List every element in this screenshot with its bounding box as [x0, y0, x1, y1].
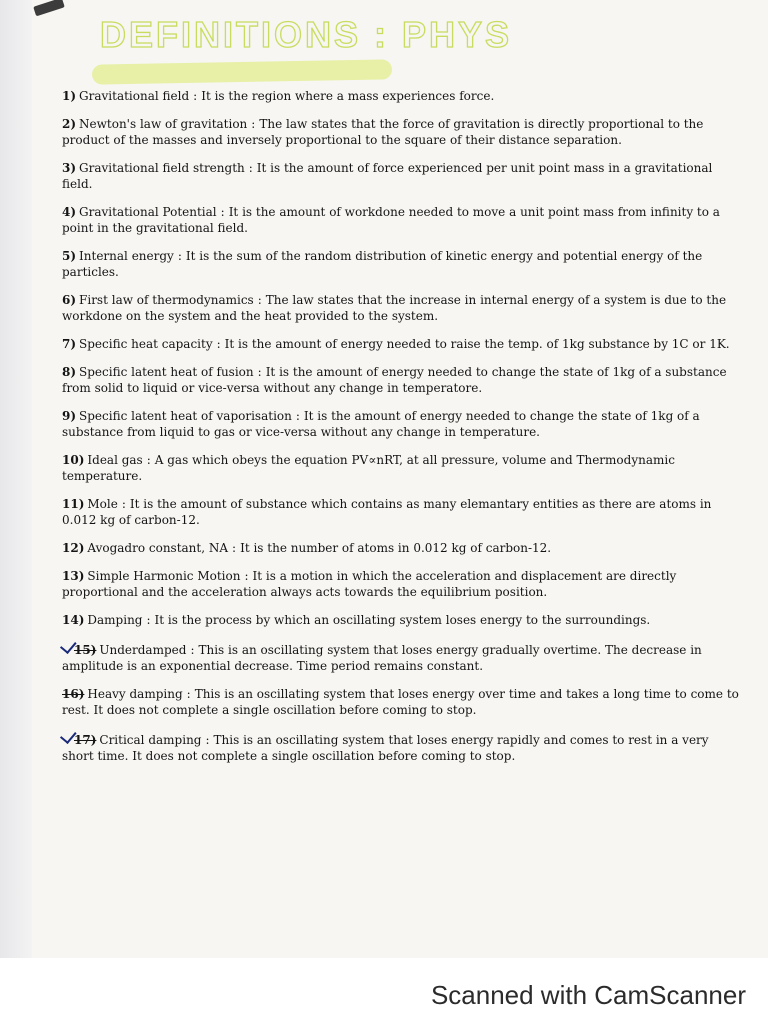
definition-number: 14)	[62, 613, 85, 627]
definition-item: 15) Underdamped : This is an oscillating system that loses energy gradually overtime. The decrease in amplitude is an exponential decrease. Time period remains constant.	[62, 640, 742, 674]
definition-term: Gravitational Potential	[79, 205, 217, 219]
camscanner-watermark: Scanned with CamScanner	[430, 980, 746, 1010]
definition-item: 4) Gravitational Potential : It is the amount of workdone needed to move a unit point mass from infinity to a point in the gravitational field.	[62, 205, 720, 235]
definition-item: 8) Specific latent heat of fusion : It is the amount of energy needed to change the state of 1kg of a substance from solid to liquid or vice-versa without any change in temperatore.	[62, 365, 727, 395]
definition-number: 4)	[62, 205, 77, 219]
definition-item: 9) Specific latent heat of vaporisation : It is the amount of energy needed to change the state of 1kg of a substance from liquid to gas or vice-versa without any change in temperature.	[62, 409, 700, 439]
definition-term: Underdamped	[99, 643, 187, 657]
definition-text: A gas which obeys the equation PV∝nRT, at all pressure, volume and Thermodynamic temperature.	[62, 453, 675, 483]
definition-text: The law states that the increase in internal energy of a system is due to the workdone on the system and the heat provided to the system.	[62, 293, 727, 323]
definition-text: It is a motion in which the acceleration and displacement are directly proportional and the acceleration always acts towards the equilibrium position.	[62, 569, 677, 599]
definition-term: Simple Harmonic Motion	[87, 569, 241, 583]
definition-term: Mole	[87, 497, 118, 511]
definition-text: This is an oscillating system that loses energy gradually overtime. The decrease in amplitude is an exponential decrease. Time period remains constant.	[62, 643, 702, 673]
definition-item: 1) Gravitational field : It is the region where a mass experiences force.	[62, 89, 495, 103]
definition-number: 5)	[62, 249, 77, 263]
definition-number: 11)	[62, 497, 85, 511]
definition-term: Specific heat capacity	[79, 337, 213, 351]
definition-text: It is the amount of energy needed to change the state of 1kg of a substance from liquid to gas or vice-versa without any change in temperature.	[62, 409, 700, 439]
definition-number: 12)	[62, 541, 85, 555]
definition-text: This is an oscillating system that loses energy over time and takes a long time to come to rest. It does not complete a single oscillation before coming to stop.	[62, 687, 739, 717]
definition-number: 15)	[74, 643, 97, 657]
definition-text: It is the region where a mass experiences force.	[201, 89, 495, 103]
definition-term: Gravitational field	[79, 89, 190, 103]
definition-item: 3) Gravitational field strength : It is the amount of force experienced per unit point mass in a gravitational field.	[62, 161, 713, 191]
definition-term: Heavy damping	[87, 687, 183, 701]
definition-text: It is the amount of energy needed to raise the temp. of 1kg substance by 1C or 1K.	[224, 337, 730, 351]
definition-item: 7) Specific heat capacity : It is the amount of energy needed to raise the temp. of 1kg substance by 1C or 1K.	[62, 337, 730, 351]
definition-item: 5) Internal energy : It is the sum of the random distribution of kinetic energy and potential energy of the particles.	[62, 249, 703, 279]
definition-number: 3)	[62, 161, 77, 175]
definition-term: Newton's law of gravitation	[79, 117, 248, 131]
definition-number: 7)	[62, 337, 77, 351]
definition-number: 2)	[62, 117, 77, 131]
definition-number: 17)	[74, 733, 97, 747]
definitions-list	[62, 88, 742, 776]
definition-term: Specific latent heat of fusion	[79, 365, 254, 379]
page-title: DEFINITIONS : PHYS	[100, 14, 513, 55]
definition-term: Specific latent heat of vaporisation	[79, 409, 292, 423]
definition-term: Gravitational field strength	[79, 161, 245, 175]
definition-item: 10) Ideal gas : A gas which obeys the equation PV∝nRT, at all pressure, volume and Thermodynamic temperature.	[62, 453, 675, 483]
definition-number: 10)	[62, 453, 85, 467]
definition-term: Damping	[87, 613, 143, 627]
definition-number: 8)	[62, 365, 77, 379]
definition-text: It is the amount of energy needed to change the state of 1kg of a substance from solid to liquid or vice-versa without any change in temperatore.	[62, 365, 727, 395]
definition-text: This is an oscillating system that loses energy rapidly and comes to rest in a very short time. It does not complete a single oscillation before coming to stop.	[62, 733, 709, 763]
definition-item: 13) Simple Harmonic Motion : It is a motion in which the acceleration and displacement are directly proportional and the acceleration always acts towards the equilibrium position.	[62, 569, 677, 599]
definition-term: Avogadro constant, NA	[87, 541, 229, 555]
definition-text: It is the process by which an oscillating system loses energy to the surroundings.	[154, 613, 651, 627]
definition-number: 6)	[62, 293, 77, 307]
definition-item: 12) Avogadro constant, NA : It is the number of atoms in 0.012 kg of carbon-12.	[62, 541, 552, 555]
definition-text: It is the sum of the random distribution of kinetic energy and potential energy of the particles.	[62, 249, 703, 279]
definition-text: The law states that the force of gravitation is directly proportional to the product of the masses and inversely proportional to the square of their distance separation.	[62, 117, 704, 147]
definition-item: 14) Damping : It is the process by which an oscillating system loses energy to the surroundings.	[62, 613, 651, 627]
definition-item: 2) Newton's law of gravitation : The law states that the force of gravitation is directly proportional to the product of the masses and inversely proportional to the square of their distance separation.	[62, 117, 704, 147]
definition-number: 1)	[62, 89, 77, 103]
definition-number: 9)	[62, 409, 77, 423]
definition-term: Critical damping	[99, 733, 202, 747]
definition-item: 11) Mole : It is the amount of substance which contains as many elemantary entities as there are atoms in 0.012 kg of carbon-12.	[62, 497, 712, 527]
definition-text: It is the number of atoms in 0.012 kg of carbon-12.	[240, 541, 552, 555]
definition-item: 6) First law of thermodynamics : The law states that the increase in internal energy of a system is due to the workdone on the system and the heat provided to the system.	[62, 293, 727, 323]
definition-item: 17) Critical damping : This is an oscillating system that loses energy rapidly and comes to rest in a very short time. It does not complete a single oscillation before coming to stop.	[62, 730, 742, 764]
definition-text: It is the amount of workdone needed to move a unit point mass from infinity to a point in the gravitational field.	[62, 205, 720, 235]
definition-term: Internal energy	[79, 249, 174, 263]
definition-number: 16)	[62, 687, 85, 701]
definition-text: It is the amount of force experienced per unit point mass in a gravitational field.	[62, 161, 713, 191]
definition-term: First law of thermodynamics	[79, 293, 254, 307]
definition-number: 13)	[62, 569, 85, 583]
definition-term: Ideal gas	[87, 453, 143, 467]
scan-left-border	[0, 0, 32, 958]
definition-item: 16) Heavy damping : This is an oscillating system that loses energy over time and takes a long time to come to rest. It does not complete a single oscillation before coming to stop.	[62, 687, 739, 717]
definition-text: It is the amount of substance which contains as many elemantary entities as there are atoms in 0.012 kg of carbon-12.	[62, 497, 712, 527]
